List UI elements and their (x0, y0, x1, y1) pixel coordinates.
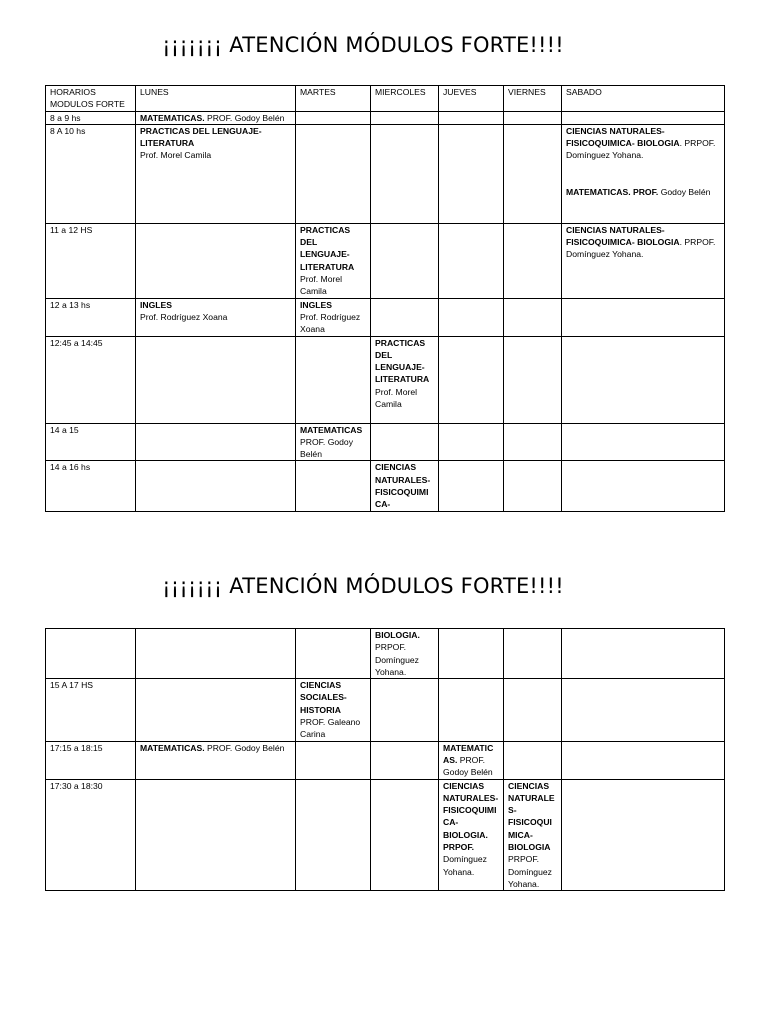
empty-cell (371, 779, 439, 891)
empty-cell (562, 779, 725, 891)
teacher-text: PROF. Godoy Belén (204, 112, 285, 123)
empty-cell (136, 461, 296, 511)
class-cell (296, 298, 371, 336)
table-row (46, 423, 725, 461)
teacher-text: PROF. Godoy Belén (204, 742, 285, 753)
empty-cell (296, 124, 371, 223)
empty-cell (562, 111, 725, 124)
teacher-text: PRPOF. Domínguez Yohana. (508, 854, 552, 889)
empty-cell (562, 461, 725, 511)
table-row (46, 779, 725, 891)
page-title: ¡¡¡¡¡¡¡ ATENCIÓN MÓDULOS FORTE!!!! (162, 574, 564, 598)
empty-cell (371, 298, 439, 336)
teacher-text: . PRPOF. Domínguez Yohana. (566, 138, 716, 161)
table-header-row (46, 86, 725, 112)
subject-text: CIENCIAS NATURALES- FISICOQUIMICA- BIOLOGIA (566, 125, 680, 149)
time-cell: 8 A 10 hs (46, 124, 136, 223)
empty-cell (562, 423, 725, 461)
table-row (46, 629, 725, 679)
empty-cell (562, 336, 725, 423)
empty-cell (296, 461, 371, 511)
subject-text: PRACTICAS DEL LENGUAJE- LITERATURA (375, 337, 430, 385)
class-cell (371, 336, 439, 423)
page-title: ¡¡¡¡¡¡¡ ATENCIÓN MÓDULOS FORTE!!!! (162, 33, 564, 57)
empty-cell (371, 741, 439, 779)
teacher-text: . PRPOF. Domínguez Yohana. (566, 237, 716, 260)
class-cell (504, 779, 562, 891)
subject-text: MATEMATICAS. (140, 112, 205, 123)
time-cell (46, 629, 136, 679)
table-row (46, 336, 725, 423)
subject-text: CIENCIAS NATURALES- FISICOQUIMICA- BIOLOGIA (566, 224, 680, 248)
teacher-text: PROF. Godoy Belén (443, 754, 493, 778)
subject-text: MATEMATIC AS. (443, 742, 494, 765)
empty-cell (562, 741, 725, 779)
subject-text: INGLES (300, 299, 332, 310)
schedule-table (45, 85, 725, 512)
empty-cell (504, 336, 562, 423)
teacher-text: PRPOF. Domínguez Yohana. (375, 642, 419, 677)
time-cell: 12:45 a 14:45 (46, 336, 136, 423)
empty-cell (296, 741, 371, 779)
teacher-text: Domínguez Yohana. (443, 854, 487, 877)
header-cell-miercoles: MIERCOLES (371, 86, 439, 112)
time-cell: 15 A 17 HS (46, 679, 136, 741)
empty-cell (439, 298, 504, 336)
empty-cell (136, 629, 296, 679)
subject-text: CIENCIAS NATURALES- FISICOQUIMI CA- BIOLOGIA. PRPOF. (443, 780, 499, 853)
empty-cell (504, 679, 562, 741)
table-row (46, 111, 725, 124)
class-cell (296, 223, 371, 298)
empty-cell (439, 461, 504, 511)
empty-cell (136, 423, 296, 461)
subject-text: CIENCIAS NATURALES- FISICOQUIMI CA- (375, 462, 431, 510)
subject-text: PRACTICAS DEL LENGUAJE- LITERATURA (140, 125, 262, 149)
empty-cell (371, 423, 439, 461)
empty-cell (136, 223, 296, 298)
class-cell (136, 124, 296, 223)
table-row (46, 741, 725, 779)
teacher-text: Prof. Rodríguez Xoana (300, 311, 361, 335)
empty-cell (504, 298, 562, 336)
subject-text: MATEMATICAS. PROF. (566, 186, 659, 197)
empty-cell (504, 223, 562, 298)
subject-text: CIENCIAS NATURALE S- FISICOQUI MICA- BIOLOGIA (508, 780, 555, 853)
class-cell (296, 423, 371, 461)
header-cell-viernes: VIERNES (504, 86, 562, 112)
subject-text: BIOLOGIA. (375, 630, 420, 640)
teacher-text: Prof. Rodríguez Xoana (140, 311, 228, 322)
empty-cell (296, 779, 371, 891)
empty-cell (562, 298, 725, 336)
subject-text: PRACTICAS DEL LENGUAJE- LITERATURA (300, 224, 355, 272)
time-cell: 17:15 a 18:15 (46, 741, 136, 779)
empty-cell (504, 741, 562, 779)
class-cell (439, 779, 504, 891)
class-cell (562, 223, 725, 298)
table-row (46, 461, 725, 511)
class-cell (136, 741, 296, 779)
class-cell (371, 461, 439, 511)
time-cell: 14 a 16 hs (46, 461, 136, 511)
empty-cell (371, 679, 439, 741)
time-cell: 14 a 15 (46, 423, 136, 461)
table-row (46, 679, 725, 741)
table-row (46, 124, 725, 223)
subject-text: INGLES (140, 299, 172, 310)
teacher-text: PROF. Godoy Belén (300, 436, 354, 460)
empty-cell (504, 461, 562, 511)
empty-cell (371, 223, 439, 298)
empty-cell (504, 629, 562, 679)
subject-text: MATEMATICAS (300, 424, 363, 435)
header-cell-lunes: LUNES (136, 86, 296, 112)
header-cell-horarios: HORARIOS MODULOS FORTE (46, 86, 136, 112)
teacher-text: Godoy Belén (658, 186, 711, 197)
table-row (46, 298, 725, 336)
subject-text: MATEMATICAS. (140, 742, 205, 753)
time-cell: 8 a 9 hs (46, 111, 136, 124)
empty-cell (504, 124, 562, 223)
empty-cell (562, 679, 725, 741)
empty-cell (371, 124, 439, 223)
class-cell (562, 124, 725, 223)
empty-cell (439, 223, 504, 298)
empty-cell (296, 336, 371, 423)
empty-cell (439, 336, 504, 423)
empty-cell (296, 111, 371, 124)
empty-cell (136, 336, 296, 423)
empty-cell (371, 111, 439, 124)
empty-cell (562, 629, 725, 679)
empty-cell (296, 629, 371, 679)
header-cell-jueves: JUEVES (439, 86, 504, 112)
class-cell (371, 629, 439, 679)
table-row (46, 223, 725, 298)
teacher-text: PROF. Galeano Carina (300, 717, 361, 740)
empty-cell (136, 779, 296, 891)
class-cell (136, 298, 296, 336)
empty-cell (504, 423, 562, 461)
teacher-text: Prof. Morel Camila (140, 150, 212, 161)
teacher-text: Prof. Morel Camila (300, 274, 343, 297)
subject-text: CIENCIAS SOCIALES- HISTORIA (300, 680, 347, 715)
teacher-text: Prof. Morel Camila (375, 386, 418, 410)
empty-cell (439, 423, 504, 461)
class-cell (439, 741, 504, 779)
time-cell: 17:30 a 18:30 (46, 779, 136, 891)
empty-cell (439, 124, 504, 223)
empty-cell (439, 111, 504, 124)
header-cell-martes: MARTES (296, 86, 371, 112)
class-cell (136, 111, 296, 124)
header-cell-sabado: SABADO (562, 86, 725, 112)
empty-cell (439, 679, 504, 741)
time-cell: 12 a 13 hs (46, 298, 136, 336)
class-cell (296, 679, 371, 741)
schedule-table (45, 628, 725, 891)
empty-cell (504, 111, 562, 124)
empty-cell (136, 679, 296, 741)
empty-cell (439, 629, 504, 679)
time-cell: 11 a 12 HS (46, 223, 136, 298)
